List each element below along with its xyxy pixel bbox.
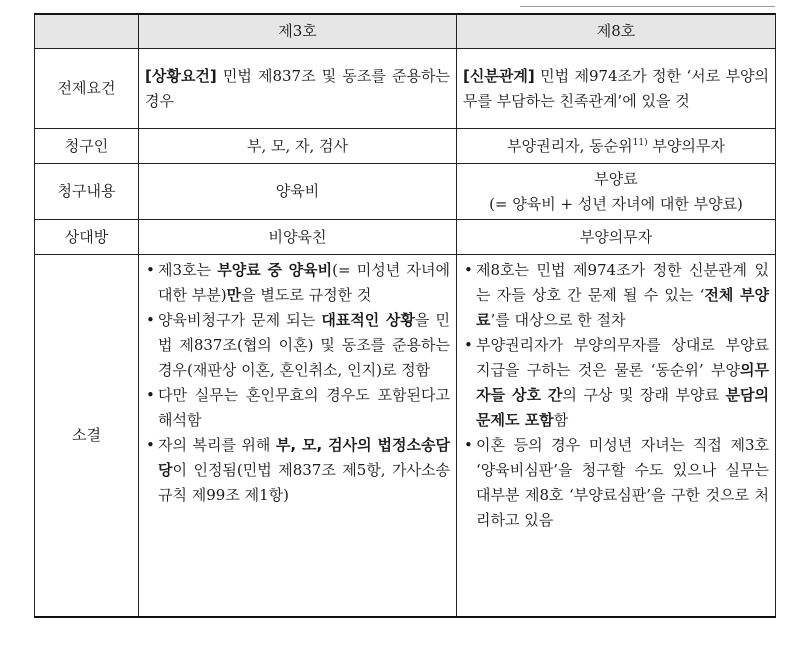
top-rule — [520, 0, 775, 7]
opponent-item-3: 비양육친 — [139, 220, 457, 255]
bullet-dot: • — [464, 261, 473, 279]
bullet-emphasis: 부, 모, 검사의 법정소송담당 — [158, 436, 450, 479]
claimant-item-8 — [457, 129, 776, 164]
summary-list-8 — [463, 258, 769, 533]
bullet-emphasis: 만 — [226, 286, 242, 304]
header-blank — [35, 14, 139, 49]
opponent-item-8: 부양의무자 — [457, 220, 776, 255]
summary-bullet-item — [463, 258, 769, 333]
bullet-dot: • — [146, 311, 155, 329]
summary-bullet-item — [145, 308, 450, 383]
bullet-text: 양육비청구가 문제 되는 — [158, 311, 322, 329]
header-item-8: 제8호 — [457, 14, 776, 49]
bullet-emphasis: 대표적인 상황 — [321, 311, 415, 329]
bullet-emphasis: 전체 부양료 — [476, 286, 770, 329]
header-row — [35, 14, 776, 49]
row-summary — [35, 255, 776, 617]
row-content — [35, 164, 776, 220]
row-label-content: 청구내용 — [35, 164, 139, 220]
summary-list-3 — [145, 258, 450, 508]
bullet-dot: • — [146, 386, 155, 404]
premise-item-8 — [457, 49, 776, 129]
bullet-emphasis: 의무자들 상호 간 — [476, 361, 769, 404]
row-label-claimant: 청구인 — [35, 129, 139, 164]
summary-bullet-item — [463, 333, 769, 433]
bullet-text: 자의 복리를 위해 — [158, 436, 276, 454]
summary-item-3 — [139, 255, 457, 617]
bullet-text: 제3호는 — [158, 261, 218, 279]
bullet-emphasis: 부양료 중 양육비 — [217, 261, 333, 279]
premise-item-3 — [139, 49, 457, 129]
bullet-text: 다만 실무는 혼인무효의 경우도 포함된다고 해석함 — [158, 386, 450, 429]
bullet-text: 이혼 등의 경우 미성년 자녀는 직접 제3호 ‘양육비심판’을 청구할 수도 있으나 실무는 대부분 제8호 ‘부양료심판’을 구한 것으로 처리하고 있음 — [476, 436, 769, 529]
row-premise — [35, 49, 776, 129]
row-label-summary: 소결 — [35, 255, 139, 617]
bullet-text: 부양권리자가 부양의무자를 상대로 부양료 지급을 구하는 것은 물론 ‘동순위’ 부양 — [476, 336, 769, 379]
row-opponent — [35, 220, 776, 255]
row-label-premise: 전제요건 — [35, 49, 139, 129]
claimant-8-a: 부양권리자, 동순위 — [507, 136, 633, 155]
bullet-text: 을 별도로 규정한 것 — [241, 286, 372, 304]
summary-bullet-item — [145, 383, 450, 433]
bullet-dot: • — [464, 336, 473, 354]
bullet-dot: • — [464, 436, 473, 454]
header-item-3: 제3호 — [139, 14, 457, 49]
bullet-text: ’를 대상으로 한 절차 — [490, 311, 626, 329]
content-8-line2: (= 양육비 + 성년 자녀에 대한 부양료) — [489, 194, 743, 213]
content-item-8 — [457, 164, 776, 220]
bullet-dot: • — [146, 436, 155, 454]
premise-tag-8: [신분관계] — [463, 66, 535, 85]
row-claimant — [35, 129, 776, 164]
bullet-text: 제8호는 민법 제974조가 정한 신분관계 있는 자들 상호 간 문제 될 수 있는 ‘ — [476, 261, 769, 304]
claimant-8-b: 부양의무자 — [647, 136, 725, 155]
claimant-item-3: 부, 모, 자, 검사 — [139, 129, 457, 164]
bullet-text: 의 구상 및 장래 부양료 — [562, 386, 726, 404]
bullet-text: (= 미성년 자녀에 대한 부분) — [158, 261, 450, 304]
content-8-line1: 부양료 — [594, 169, 638, 188]
comparison-table — [34, 13, 776, 618]
bullet-text: 을 민법 제837조(협의 이혼) 및 동조를 준용하는 경우(재판상 이혼, 혼인취소, 인지)로 정함 — [158, 311, 450, 379]
bullet-text: 함 — [553, 411, 569, 429]
bullet-emphasis: 분담의 문제도 포함 — [476, 386, 769, 429]
bullet-text: 이 인정됨(민법 제837조 제5항, 가사소송규칙 제99조 제1항) — [158, 461, 450, 504]
summary-bullet-item — [145, 258, 450, 308]
bullet-dot: • — [146, 261, 155, 279]
premise-text-8: 민법 제974조가 정한 ‘서로 부양의무를 부담하는 친족관계’에 있을 것 — [463, 66, 769, 110]
summary-item-8 — [457, 255, 776, 617]
summary-bullet-item — [463, 433, 769, 533]
footnote-ref: 11) — [632, 137, 648, 148]
premise-tag-3: [상황요건] — [145, 66, 217, 85]
premise-text-3: 민법 제837조 및 동조를 준용하는 경우 — [145, 66, 450, 110]
content-item-3: 양육비 — [139, 164, 457, 220]
row-label-opponent: 상대방 — [35, 220, 139, 255]
summary-bullet-item — [145, 433, 450, 508]
